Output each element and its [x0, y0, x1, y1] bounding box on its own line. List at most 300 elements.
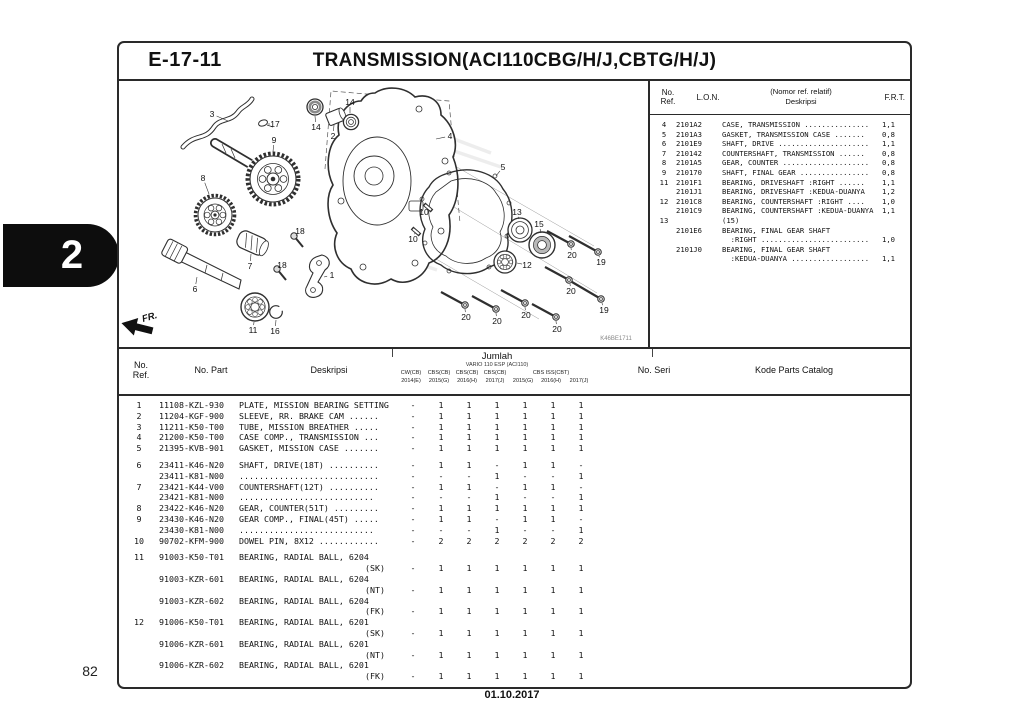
lon-description: BEARING, FINAL GEAR SHAFT [722, 225, 831, 235]
part-qty: - [410, 492, 416, 503]
part-number [159, 606, 239, 617]
qty-year-header: 2017(J) [569, 378, 589, 384]
part-qty: 2 [466, 535, 472, 546]
parts-header-ref: No. Ref. [132, 360, 150, 380]
part-qty: 1 [494, 671, 500, 682]
part-qty: - [466, 470, 472, 481]
part-ref-no: 8 [136, 503, 142, 514]
lon-description: BEARING, FINAL GEAR SHAFT [722, 244, 831, 254]
part-qty: 1 [578, 470, 584, 481]
parts-row [119, 482, 910, 493]
callout-number: 16 [270, 326, 280, 336]
callout-leader [273, 145, 274, 152]
bearing-15 [529, 232, 555, 258]
lon-description: :RIGHT ......................... [722, 235, 870, 245]
part-qty: 1 [578, 421, 584, 432]
part-qty: 2 [438, 535, 444, 546]
part-description: DOWEL PIN, 8X12 ............ [239, 535, 379, 546]
part-qty: 1 [438, 503, 444, 514]
bearing-12 [494, 251, 516, 273]
lon-ref-no: 12 [659, 196, 669, 206]
part-qty: 1 [550, 410, 556, 421]
parts-row [119, 639, 910, 650]
lon-row [652, 130, 908, 140]
parts-row [119, 460, 910, 471]
callout-number: 18 [295, 226, 305, 236]
lon-ref-no [652, 245, 676, 255]
lon-ref-no [652, 235, 676, 245]
parts-row [119, 422, 910, 433]
qty-year-header: 2015(G) [512, 378, 534, 384]
part-qty: - [550, 470, 556, 481]
callout-number: 20 [492, 316, 502, 326]
part-ref-no: 5 [136, 443, 142, 454]
drawing-code: K46BE1711 [600, 336, 632, 342]
part-qty [539, 574, 567, 585]
part-qty: 1 [522, 649, 528, 660]
part-qty [427, 639, 455, 650]
part-qty: 1 [438, 513, 444, 524]
part-description: BEARING, RADIAL BALL, 6204 [239, 552, 369, 563]
lon-row [652, 235, 908, 245]
lon-description: GEAR, COUNTER .................... [722, 158, 870, 168]
part-qty: 1 [550, 421, 556, 432]
part-description: GEAR COMP., FINAL(45T) ..... [239, 513, 379, 524]
part-qty [567, 552, 595, 563]
part-qty: 1 [522, 563, 528, 574]
part-qty: - [410, 421, 416, 432]
lon-row [652, 226, 908, 236]
parts-diagram [119, 81, 648, 347]
parts-table-rows [119, 394, 910, 685]
part-description: (FK) [365, 671, 385, 682]
lon-code: 2101E6 [676, 225, 702, 235]
driveshaft-bearing-14-right [343, 114, 358, 129]
part-qty [399, 552, 427, 563]
part-qty: 2 [578, 535, 584, 546]
part-number [159, 671, 239, 682]
callout-number: 2 [330, 131, 336, 141]
part-description: BEARING, RADIAL BALL, 6201 [239, 660, 369, 671]
part-qty: 1 [578, 649, 584, 660]
qty-model-header: CBS(CB) [483, 370, 507, 376]
part-qty [483, 660, 511, 671]
part-ref-no: 12 [134, 617, 144, 628]
part-description: ............................ [239, 470, 379, 481]
part-description: COUNTERSHAFT(12T) .......... [239, 481, 379, 492]
parts-row [119, 671, 910, 682]
part-qty: - [410, 563, 416, 574]
callout-number: 20 [566, 286, 576, 296]
lon-frt-value: 1,1 [882, 139, 895, 149]
lon-row [652, 149, 908, 159]
header-divider-tick [652, 349, 653, 357]
part-qty [455, 660, 483, 671]
part-ref-no: 6 [136, 459, 142, 470]
part-qty: 1 [522, 410, 528, 421]
part-qty: 1 [494, 649, 500, 660]
lon-description: SHAFT, DRIVE ..................... [722, 139, 870, 149]
part-qty: - [438, 524, 444, 535]
part-number: 91006-K50-T01 [159, 617, 224, 628]
parts-row [119, 574, 910, 585]
part-qty: - [522, 492, 528, 503]
flange-bolts [441, 231, 604, 320]
part-ref-no [119, 471, 159, 482]
part-number: 21200-K50-T00 [159, 432, 224, 443]
part-qty: 1 [522, 400, 528, 410]
part-qty: - [410, 432, 416, 443]
parts-row [119, 628, 910, 639]
bolt-20 [532, 304, 559, 320]
callout-number: 8 [200, 173, 206, 183]
part-qty [455, 596, 483, 607]
parts-row [119, 552, 910, 563]
part-qty [567, 596, 595, 607]
bolt-19 [572, 282, 604, 302]
part-qty: 1 [550, 459, 556, 470]
lon-frt-value: 0,8 [882, 158, 895, 168]
callout-number: 6 [192, 284, 198, 294]
lon-row [652, 206, 908, 216]
part-qty: - [410, 503, 416, 514]
part-number: 91003-KZR-601 [159, 573, 224, 584]
part-number [159, 563, 239, 574]
lon-code: 2101J1 [676, 187, 702, 197]
part-qty: 1 [466, 649, 472, 660]
part-qty: - [494, 459, 500, 470]
part-description: TUBE, MISSION BREATHER ..... [239, 421, 379, 432]
lon-code: 2101F1 [676, 177, 702, 187]
part-qty: 1 [550, 649, 556, 660]
part-qty: 1 [494, 563, 500, 574]
callout-number: 7 [247, 261, 253, 271]
part-ref-no [119, 574, 159, 585]
part-qty: 1 [578, 443, 584, 454]
driveshaft [161, 238, 241, 289]
part-number: 91006-KZR-601 [159, 638, 224, 649]
part-qty: - [466, 524, 472, 535]
callout-leader [205, 183, 209, 194]
part-description: GEAR, COUNTER(51T) ......... [239, 503, 379, 514]
lon-description: (15) [722, 215, 740, 225]
callout-number: 15 [534, 219, 544, 229]
part-qty [483, 596, 511, 607]
part-qty: - [410, 481, 416, 492]
callout-number: 10 [408, 234, 418, 244]
part-ref-no [119, 639, 159, 650]
part-description: BEARING, RADIAL BALL, 6201 [239, 638, 369, 649]
part-number: 11211-K50-T00 [159, 421, 224, 432]
part-number [159, 585, 239, 596]
callout-number: 19 [596, 257, 606, 267]
radial-ball-bearing-11 [241, 293, 269, 321]
lon-header-ref: No. Ref. [660, 88, 676, 106]
part-qty: 1 [466, 400, 472, 410]
counter-gear [193, 193, 237, 237]
part-qty: 1 [494, 432, 500, 443]
part-qty [511, 617, 539, 628]
lon-ref-no: 7 [661, 148, 667, 158]
bolt-20 [545, 267, 572, 283]
lon-frt-value: 1,1 [882, 177, 895, 187]
part-qty: - [410, 584, 416, 595]
lon-ref-no [652, 254, 676, 264]
part-qty: 1 [578, 492, 584, 503]
parts-header-deskripsi: Deskripsi [310, 365, 348, 375]
part-qty: 1 [438, 563, 444, 574]
part-ref-no [119, 628, 159, 639]
parts-header-part: No. Part [194, 365, 228, 375]
part-ref-no: 1 [136, 400, 142, 410]
callout-number: 20 [521, 310, 531, 320]
lon-frt-value: 1,0 [882, 235, 895, 245]
callout-number: 14 [345, 97, 355, 107]
parts-header-models [397, 370, 597, 376]
part-qty [511, 596, 539, 607]
part-qty: - [494, 513, 500, 524]
lon-code: 2101C8 [676, 196, 702, 206]
part-number: 91003-KZR-602 [159, 595, 224, 606]
part-qty: 1 [550, 627, 556, 638]
part-number: 23421-K44-V00 [159, 481, 224, 492]
lon-description: BEARING, COUNTERSHAFT :KEDUA-DUANYA [722, 206, 874, 216]
part-qty: - [410, 470, 416, 481]
part-ref-no [119, 525, 159, 536]
part-qty: 1 [494, 584, 500, 595]
part-qty: 1 [522, 606, 528, 617]
part-ref-no [119, 492, 159, 503]
qty-model-header: CBS ISS(CBT) [532, 370, 570, 376]
lon-frt-value [882, 226, 908, 236]
callout-number: 20 [552, 324, 562, 334]
callout-number: 11 [248, 325, 258, 335]
page-number: 82 [82, 663, 98, 679]
parts-row [119, 525, 910, 536]
lon-description: BEARING, COUNTERSHAFT :RIGHT .... [722, 196, 865, 206]
parts-row [119, 596, 910, 607]
callout-number: 20 [461, 312, 471, 322]
part-qty [539, 596, 567, 607]
lon-row [652, 120, 908, 130]
part-description: ........................... [239, 492, 374, 503]
lon-frt-value: 0,8 [882, 167, 895, 177]
lon-header-lon: L.O.N. [696, 93, 720, 102]
qty-year-header: 2015(G) [428, 378, 450, 384]
part-qty: - [438, 470, 444, 481]
part-ref-no: 9 [136, 513, 142, 524]
lon-description: CASE, TRANSMISSION ............... [722, 120, 870, 129]
lon-row [652, 168, 908, 178]
part-qty: - [550, 492, 556, 503]
lon-frt-value: 1,0 [882, 196, 895, 206]
lon-ref-no: 4 [661, 120, 667, 129]
lon-code: 210170 [676, 167, 702, 177]
part-qty: 2 [522, 535, 528, 546]
part-description: (NT) [365, 649, 385, 660]
part-qty: 1 [466, 421, 472, 432]
part-qty: 1 [522, 459, 528, 470]
callout-number: 14 [311, 122, 321, 132]
part-qty: 1 [578, 606, 584, 617]
part-qty [427, 596, 455, 607]
part-qty: - [410, 649, 416, 660]
parts-row [119, 563, 910, 574]
part-qty: 1 [550, 432, 556, 443]
part-ref-no [119, 650, 159, 661]
parts-table-header [119, 349, 910, 396]
part-qty: 1 [466, 481, 472, 492]
parts-row [119, 400, 910, 411]
lon-description: COUNTERSHAFT, TRANSMISSION ...... [722, 148, 865, 158]
part-ref-no [119, 606, 159, 617]
lon-code [676, 216, 722, 226]
part-qty: - [578, 459, 584, 470]
lon-description: BEARING, DRIVESHAFT :RIGHT ...... [722, 177, 865, 187]
part-qty [483, 574, 511, 585]
lon-description: GASKET, TRANSMISSION CASE ....... [722, 129, 865, 139]
lon-code [676, 254, 722, 264]
part-qty: 1 [494, 400, 500, 410]
part-qty: 1 [494, 492, 500, 503]
part-description: CASE COMP., TRANSMISSION ... [239, 432, 379, 443]
part-qty: 1 [438, 400, 444, 410]
lon-ref-no: 8 [661, 158, 667, 168]
parts-row [119, 606, 910, 617]
part-qty: 1 [438, 627, 444, 638]
parts-row [119, 514, 910, 525]
lon-row [652, 158, 908, 168]
lon-ref-no: 11 [659, 177, 669, 187]
part-qty: 1 [522, 443, 528, 454]
part-description: SHAFT, DRIVE(18T) .......... [239, 459, 379, 470]
part-qty: 1 [578, 584, 584, 595]
part-description: (SK) [365, 627, 385, 638]
lon-code: 2101E9 [676, 139, 702, 149]
part-qty: 1 [578, 432, 584, 443]
parts-header-years [397, 378, 597, 384]
callout-leader [496, 171, 500, 176]
part-qty [427, 574, 455, 585]
lon-ref-no [652, 187, 676, 197]
part-qty: 1 [550, 606, 556, 617]
part-qty [399, 617, 427, 628]
part-qty: 1 [550, 563, 556, 574]
part-qty: 1 [578, 524, 584, 535]
part-qty: 2 [550, 535, 556, 546]
part-qty [427, 660, 455, 671]
lon-description: BEARING, DRIVESHAFT :KEDUA-DUANYA [722, 187, 865, 197]
part-qty [455, 552, 483, 563]
part-qty: 1 [438, 584, 444, 595]
bolt-20 [501, 290, 528, 306]
snap-ring [270, 306, 283, 319]
part-qty: 1 [466, 627, 472, 638]
part-qty: 1 [466, 410, 472, 421]
lon-code: 2101C9 [676, 206, 702, 216]
part-qty [455, 574, 483, 585]
lon-row [652, 254, 908, 264]
part-ref-no [119, 563, 159, 574]
part-qty: - [410, 627, 416, 638]
part-description: SLEEVE, RR. BRAKE CAM ...... [239, 410, 379, 421]
lon-row [652, 197, 908, 207]
lon-code: 2101J0 [676, 244, 702, 254]
part-qty: - [550, 524, 556, 535]
bolt-20 [441, 292, 468, 308]
countershaft-pinion [235, 229, 271, 258]
part-qty: 1 [438, 432, 444, 443]
header-divider-tick [392, 349, 393, 357]
part-ref-no: 2 [136, 410, 142, 421]
section-code: E-17-11 [148, 49, 222, 71]
lon-header-frt: F.R.T. [884, 93, 905, 102]
part-qty: 1 [522, 671, 528, 682]
qty-year-header: 2017(J) [485, 378, 505, 384]
part-qty [511, 660, 539, 671]
part-qty: 1 [494, 421, 500, 432]
part-ref-no: 3 [136, 421, 142, 432]
bearing-setting-plate [306, 255, 330, 297]
part-qty: 1 [494, 503, 500, 514]
part-qty: - [522, 524, 528, 535]
parts-header-variant: VARIO 110 ESP (ACI110) [465, 362, 529, 368]
parts-row [119, 432, 910, 443]
part-qty: 1 [522, 627, 528, 638]
part-qty: 1 [466, 503, 472, 514]
part-qty: 1 [466, 563, 472, 574]
callout-number: 9 [271, 135, 277, 145]
lon-row [652, 245, 908, 255]
lon-ref-no: 6 [661, 139, 667, 149]
footer-date: 01.10.2017 [484, 689, 540, 701]
driveshaft-bearing-14-left [307, 99, 323, 115]
part-qty: 1 [466, 584, 472, 595]
part-qty: 1 [466, 432, 472, 443]
part-qty [483, 552, 511, 563]
part-qty [399, 596, 427, 607]
part-number: 11108-KZL-930 [159, 400, 224, 410]
part-ref-no [119, 585, 159, 596]
lon-frt-value: 1,2 [882, 187, 895, 197]
part-ref-no: 4 [136, 432, 142, 443]
lon-frt-value: 1,1 [882, 120, 895, 129]
part-description: (NT) [365, 584, 385, 595]
lon-code: 2101A2 [676, 120, 702, 129]
part-qty: 2 [494, 535, 500, 546]
lon-ref-no: 5 [661, 129, 667, 139]
lon-code [676, 235, 722, 245]
part-qty [511, 639, 539, 650]
part-description: (SK) [365, 563, 385, 574]
part-description: (FK) [365, 606, 385, 617]
lon-frt-value [882, 245, 908, 255]
part-qty [427, 552, 455, 563]
part-qty: 1 [550, 503, 556, 514]
part-qty: 1 [550, 400, 556, 410]
part-qty: 1 [522, 513, 528, 524]
part-number: 91003-K50-T01 [159, 552, 224, 563]
lon-frt-value: 1,1 [882, 254, 895, 264]
part-qty: - [410, 513, 416, 524]
fr-label: FR. [140, 310, 159, 325]
part-number: 23430-K81-N00 [159, 524, 224, 535]
part-qty: - [438, 492, 444, 503]
parts-row [119, 617, 910, 628]
part-qty: 1 [550, 584, 556, 595]
part-qty: - [466, 492, 472, 503]
parts-row [119, 585, 910, 596]
